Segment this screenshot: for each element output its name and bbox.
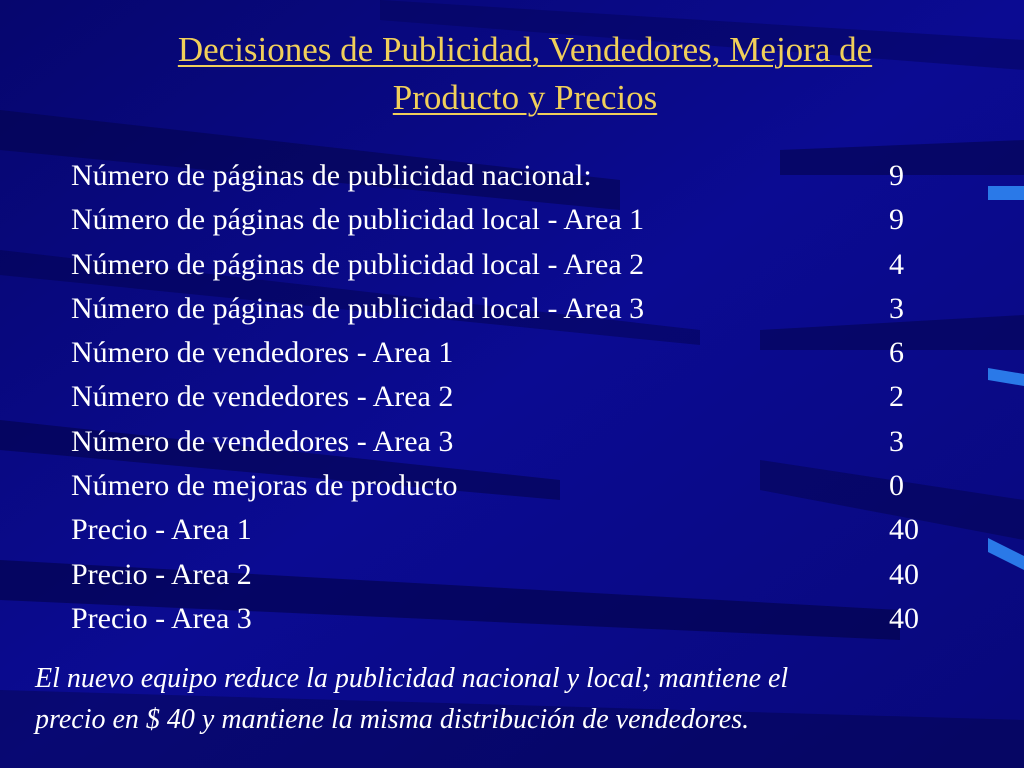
title-line-2: Producto y Precios	[392, 78, 658, 117]
table-row	[71, 375, 971, 419]
row-label: Precio - Area 2	[71, 557, 252, 591]
row-value: 0	[889, 469, 904, 503]
row-value: 40	[889, 557, 919, 591]
row-label: Número de páginas de publicidad local - Area 3	[71, 291, 645, 325]
table-row	[71, 243, 971, 287]
slide-title	[60, 26, 990, 122]
table-row	[71, 553, 971, 597]
row-label: Número de vendedores - Area 3	[71, 424, 454, 458]
row-label: Número de vendedores - Area 1	[71, 336, 454, 370]
row-value: 40	[889, 601, 919, 635]
row-label: Número de páginas de publicidad local - Area 2	[71, 247, 645, 281]
table-row	[71, 287, 971, 331]
table-row	[71, 597, 971, 641]
table-row	[71, 508, 971, 552]
table-row	[71, 198, 971, 242]
row-label: Número de mejoras de producto	[71, 469, 458, 503]
note-line-1: El nuevo equipo reduce la publicidad nacional y local; mantiene el	[35, 663, 789, 694]
row-value: 9	[889, 203, 904, 237]
row-value: 9	[889, 159, 904, 192]
accent-bar	[988, 186, 1024, 200]
row-label: Número de páginas de publicidad nacional:	[71, 159, 592, 192]
row-label: Número de páginas de publicidad local - Area 1	[71, 203, 645, 237]
row-label: Número de vendedores - Area 2	[71, 380, 454, 414]
row-value: 40	[889, 513, 919, 547]
table-row	[71, 464, 971, 508]
table-row	[71, 331, 971, 375]
row-label: Precio - Area 3	[71, 601, 252, 635]
note-line-2: precio en $ 40 y mantiene la misma distribución de vendedores.	[35, 704, 750, 735]
title-line-1: Decisiones de Publicidad, Vendedores, Mejora de	[177, 30, 873, 69]
table-row	[71, 420, 971, 464]
row-value: 4	[889, 247, 904, 281]
row-label: Precio - Area 1	[71, 513, 252, 547]
row-value: 3	[889, 291, 904, 325]
row-value: 3	[889, 424, 904, 458]
summary-note	[35, 658, 995, 740]
row-value: 2	[889, 380, 904, 414]
row-value: 6	[889, 336, 904, 370]
decision-table	[71, 154, 971, 641]
table-row	[71, 154, 971, 198]
